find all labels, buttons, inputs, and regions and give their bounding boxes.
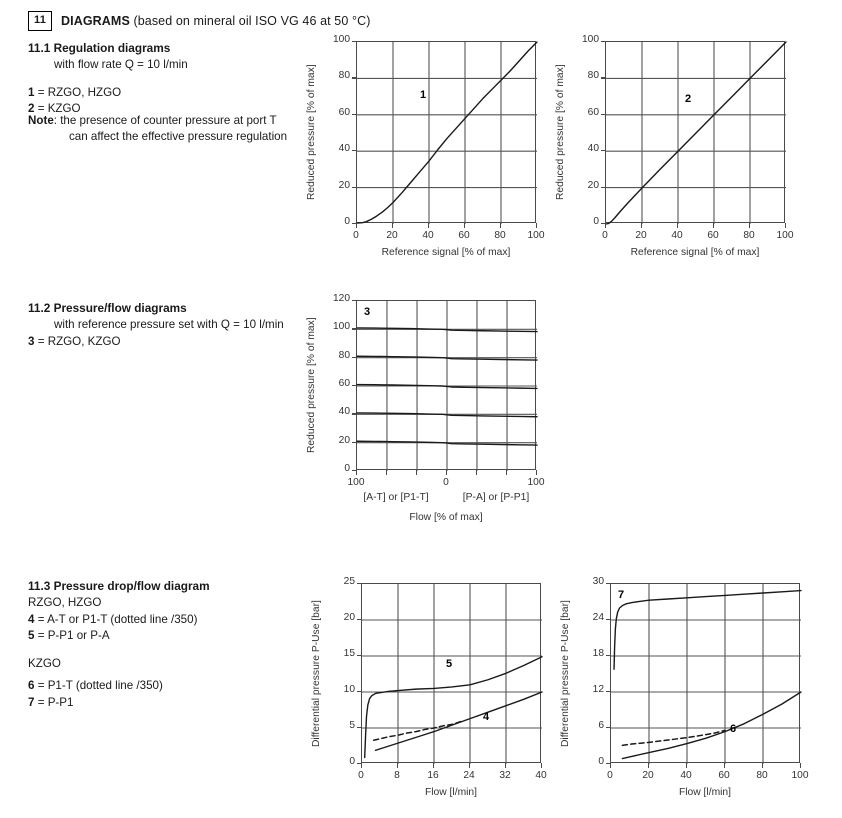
x-tick-label: 40 (671, 230, 683, 241)
x-tick-label: 100 (527, 230, 545, 241)
x-tick-mark (686, 763, 687, 768)
legend-eq: = (37, 102, 45, 116)
y-tick-mark (606, 691, 610, 692)
x-tick-label: 60 (707, 230, 719, 241)
x-tick-label: 60 (458, 230, 470, 241)
y-tick-mark (601, 77, 605, 78)
x-tick-mark (541, 763, 542, 768)
x-tick-label: 60 (718, 770, 730, 781)
legend-eq: = (37, 334, 45, 348)
legend-item-6 (28, 678, 328, 694)
y-tick-label: 60 (338, 106, 350, 118)
chart-svg (357, 301, 537, 471)
y-tick-label: 40 (338, 143, 350, 155)
y-tick-mark (352, 413, 356, 414)
y-axis-label: Differential pressure P-Use [bar] (560, 599, 571, 747)
y-tick-label: 40 (587, 143, 599, 155)
y-tick-mark (357, 691, 361, 692)
y-tick-label: 20 (587, 179, 599, 191)
x-tick-mark (505, 763, 506, 768)
x-tick-mark (506, 470, 507, 475)
y-tick-mark (352, 357, 356, 358)
y-tick-mark (352, 385, 356, 386)
section-11-3-text (28, 578, 328, 711)
x-axis-sub-label-right: [P-A] or [P-P1] (462, 492, 530, 503)
section-number-badge: 11 (28, 11, 52, 31)
y-tick-mark (357, 727, 361, 728)
x-tick-label: 0 (443, 477, 449, 488)
x-tick-label: 20 (635, 230, 647, 241)
legend-key: 2 (28, 102, 35, 116)
x-tick-mark (476, 470, 477, 475)
legend-value: P-P1 or P-A (47, 629, 110, 643)
x-tick-label: 40 (680, 770, 692, 781)
y-tick-label: 25 (343, 576, 355, 587)
legend-key: 7 (28, 695, 35, 709)
legend-key: 3 (28, 334, 35, 348)
x-tick-mark (800, 763, 801, 768)
x-tick-mark (397, 763, 398, 768)
section-header (28, 11, 370, 31)
y-tick-label: 80 (338, 70, 350, 82)
spacer (28, 74, 328, 85)
legend-item-5 (28, 628, 328, 644)
x-tick-label: 80 (494, 230, 506, 241)
x-tick-mark (648, 763, 649, 768)
x-tick-mark (428, 223, 429, 228)
y-tick-mark (357, 583, 361, 584)
legend-value: KZGO (47, 102, 81, 116)
x-axis-label: Reference signal [% of max] (630, 247, 760, 258)
x-tick-mark (677, 223, 678, 228)
y-tick-label: 0 (598, 756, 604, 767)
y-tick-mark (352, 442, 356, 443)
legend-item-1 (28, 85, 328, 101)
curve-label-1: 1 (420, 89, 427, 101)
x-tick-mark (386, 470, 387, 475)
y-tick-label: 100 (333, 34, 350, 45)
y-axis-label: Reduced pressure [% of max] (555, 64, 566, 200)
legend-value: RZGO, KZGO (47, 334, 121, 348)
y-tick-mark (606, 655, 610, 656)
x-tick-label: 100 (527, 477, 545, 488)
curve-label-4: 4 (483, 711, 490, 723)
x-tick-label: 32 (499, 770, 511, 781)
y-tick-mark (352, 300, 356, 301)
y-tick-label: 30 (592, 576, 604, 587)
y-tick-mark (352, 328, 356, 329)
plot-area (605, 41, 785, 223)
chart-svg (606, 42, 786, 224)
y-tick-label: 24 (592, 612, 604, 623)
y-tick-label: 10 (343, 684, 355, 695)
x-tick-label: 20 (386, 230, 398, 241)
section-11-1-text (28, 40, 328, 118)
legend-key: 4 (28, 612, 35, 626)
plot-area (361, 583, 541, 763)
section-11-2-heading: 11.2 Pressure/flow diagrams (28, 301, 187, 315)
x-tick-label: 100 (347, 477, 365, 488)
y-tick-label: 0 (593, 216, 599, 227)
y-tick-label: 100 (582, 34, 599, 45)
page-title-subtext: (based on mineral oil ISO VG 46 at 50 °C) (133, 14, 371, 28)
section-11-2-subheading: with reference pressure set with Q = 10 l/min (54, 318, 284, 332)
y-tick-mark (606, 583, 610, 584)
x-tick-mark (446, 470, 447, 475)
legend-key: 1 (28, 85, 35, 99)
x-tick-mark (724, 763, 725, 768)
x-tick-mark (464, 223, 465, 228)
y-tick-label: 0 (344, 216, 350, 227)
x-tick-mark (536, 223, 537, 228)
spacer (28, 645, 328, 656)
chart-svg (611, 584, 801, 764)
x-tick-label: 100 (791, 770, 809, 781)
y-tick-mark (352, 187, 356, 188)
x-tick-label: 20 (642, 770, 654, 781)
x-tick-mark (392, 223, 393, 228)
legend-item-4 (28, 612, 328, 628)
x-tick-label: 80 (743, 230, 755, 241)
x-tick-mark (356, 470, 357, 475)
legend-eq: = (37, 695, 45, 709)
page-title-bold: DIAGRAMS (61, 14, 130, 28)
section-11-1-heading: 11.1 Regulation diagrams (28, 41, 171, 55)
x-tick-mark (361, 763, 362, 768)
legend-value: A-T or P1-T (dotted line /350) (47, 612, 198, 626)
y-tick-label: 40 (338, 406, 350, 418)
x-tick-mark (641, 223, 642, 228)
y-tick-label: 5 (349, 720, 355, 731)
y-tick-label: 20 (338, 179, 350, 191)
legend-eq: = (37, 679, 45, 693)
y-axis-label: Reduced pressure [% of max] (306, 317, 317, 453)
legend-eq: = (37, 612, 45, 626)
x-axis-label: Reference signal [% of max] (381, 247, 511, 258)
curve-label-7: 7 (618, 589, 625, 601)
y-tick-mark (606, 727, 610, 728)
y-axis-label: Differential pressure P-Use [bar] (311, 599, 322, 747)
y-tick-label: 80 (587, 70, 599, 82)
curve-label-3: 3 (364, 306, 371, 318)
x-tick-mark (416, 470, 417, 475)
legend-item-3 (28, 334, 338, 350)
x-tick-label: 8 (394, 770, 400, 781)
legend-value: RZGO, HZGO (47, 85, 122, 99)
x-axis-sub-label-left: [A-T] or [P1-T] (363, 492, 429, 503)
section-11-3-group-2: KZGO (28, 656, 61, 670)
curve-label-6: 6 (730, 723, 737, 735)
curve-7 (614, 591, 801, 670)
curve-2 (606, 42, 786, 224)
curve-6-dotted (622, 730, 725, 745)
y-tick-label: 15 (343, 648, 355, 659)
chart-pressure-flow (306, 294, 546, 534)
page-title (61, 14, 370, 28)
y-tick-label: 60 (587, 106, 599, 118)
x-tick-label: 80 (756, 770, 768, 781)
x-tick-mark (536, 470, 537, 475)
y-tick-label: 18 (592, 648, 604, 659)
curve-label-2: 2 (685, 93, 692, 105)
x-tick-mark (749, 223, 750, 228)
x-axis-label: Flow [l/min] (424, 787, 478, 798)
x-tick-label: 16 (427, 770, 439, 781)
note-line-1: : the presence of counter pressure at port T (53, 114, 277, 127)
legend-eq: = (37, 629, 45, 643)
legend-key: 6 (28, 679, 35, 693)
x-tick-label: 0 (602, 230, 608, 241)
x-axis-label: Flow [l/min] (678, 787, 732, 798)
x-tick-label: 0 (353, 230, 359, 241)
x-tick-mark (762, 763, 763, 768)
y-tick-label: 12 (592, 684, 604, 695)
section-11-2-text (28, 300, 338, 350)
chart-pressure-drop-kzgo (555, 576, 809, 806)
x-tick-label: 0 (358, 770, 364, 781)
section-11-3-heading: 11.3 Pressure drop/flow diagram (28, 579, 210, 593)
chart-pressure-drop-rzgo-hzgo (306, 576, 546, 806)
y-tick-label: 80 (338, 349, 350, 361)
y-tick-mark (352, 41, 356, 42)
y-tick-mark (601, 41, 605, 42)
y-tick-mark (601, 150, 605, 151)
note-label: Note (28, 114, 54, 127)
chart-svg (357, 42, 537, 224)
y-tick-mark (601, 114, 605, 115)
x-axis-label: Flow [% of max] (409, 512, 483, 523)
y-tick-label: 60 (338, 378, 350, 389)
plot-area (610, 583, 800, 763)
x-tick-mark (469, 763, 470, 768)
y-tick-label: 120 (333, 293, 350, 304)
legend-item-7 (28, 695, 328, 711)
y-tick-mark (357, 619, 361, 620)
legend-value: P1-T (dotted line /350) (47, 679, 163, 693)
x-tick-label: 100 (776, 230, 794, 241)
chart-regulation-rzgo-hzgo (306, 34, 546, 264)
curve-label-5: 5 (446, 658, 453, 670)
curve-1 (357, 42, 537, 223)
plot-area (356, 41, 536, 223)
y-tick-label: 100 (333, 321, 350, 333)
x-tick-mark (356, 223, 357, 228)
y-tick-label: 0 (349, 756, 355, 767)
y-tick-mark (601, 187, 605, 188)
x-tick-label: 40 (422, 230, 434, 241)
x-tick-label: 24 (463, 770, 475, 781)
y-tick-mark (352, 77, 356, 78)
x-tick-label: 0 (607, 770, 613, 781)
y-tick-mark (352, 114, 356, 115)
x-tick-mark (605, 223, 606, 228)
x-tick-mark (785, 223, 786, 228)
y-tick-mark (352, 150, 356, 151)
note-line-2: can affect the effective pressure regulation (69, 130, 288, 144)
y-tick-label: 20 (338, 434, 350, 446)
y-tick-label: 20 (343, 612, 355, 623)
x-tick-mark (610, 763, 611, 768)
section-11-3-group-1: RZGO, HZGO (28, 596, 102, 610)
chart-svg (362, 584, 542, 764)
y-tick-label: 6 (598, 720, 604, 731)
section-11-1-subheading: with flow rate Q = 10 l/min (54, 58, 188, 72)
plot-area (356, 300, 536, 470)
curve-4 (376, 692, 543, 750)
section-11-1-note (28, 113, 328, 145)
legend-eq: = (37, 85, 45, 99)
y-tick-mark (357, 655, 361, 656)
y-tick-label: 0 (344, 463, 350, 474)
chart-regulation-kzgo (555, 34, 795, 264)
curve-5 (365, 657, 542, 758)
y-tick-mark (606, 619, 610, 620)
legend-key: 5 (28, 629, 35, 643)
legend-value: P-P1 (47, 695, 74, 709)
x-tick-mark (433, 763, 434, 768)
x-tick-mark (713, 223, 714, 228)
x-tick-label: 40 (535, 770, 547, 781)
x-tick-mark (500, 223, 501, 228)
y-axis-label: Reduced pressure [% of max] (306, 64, 317, 200)
